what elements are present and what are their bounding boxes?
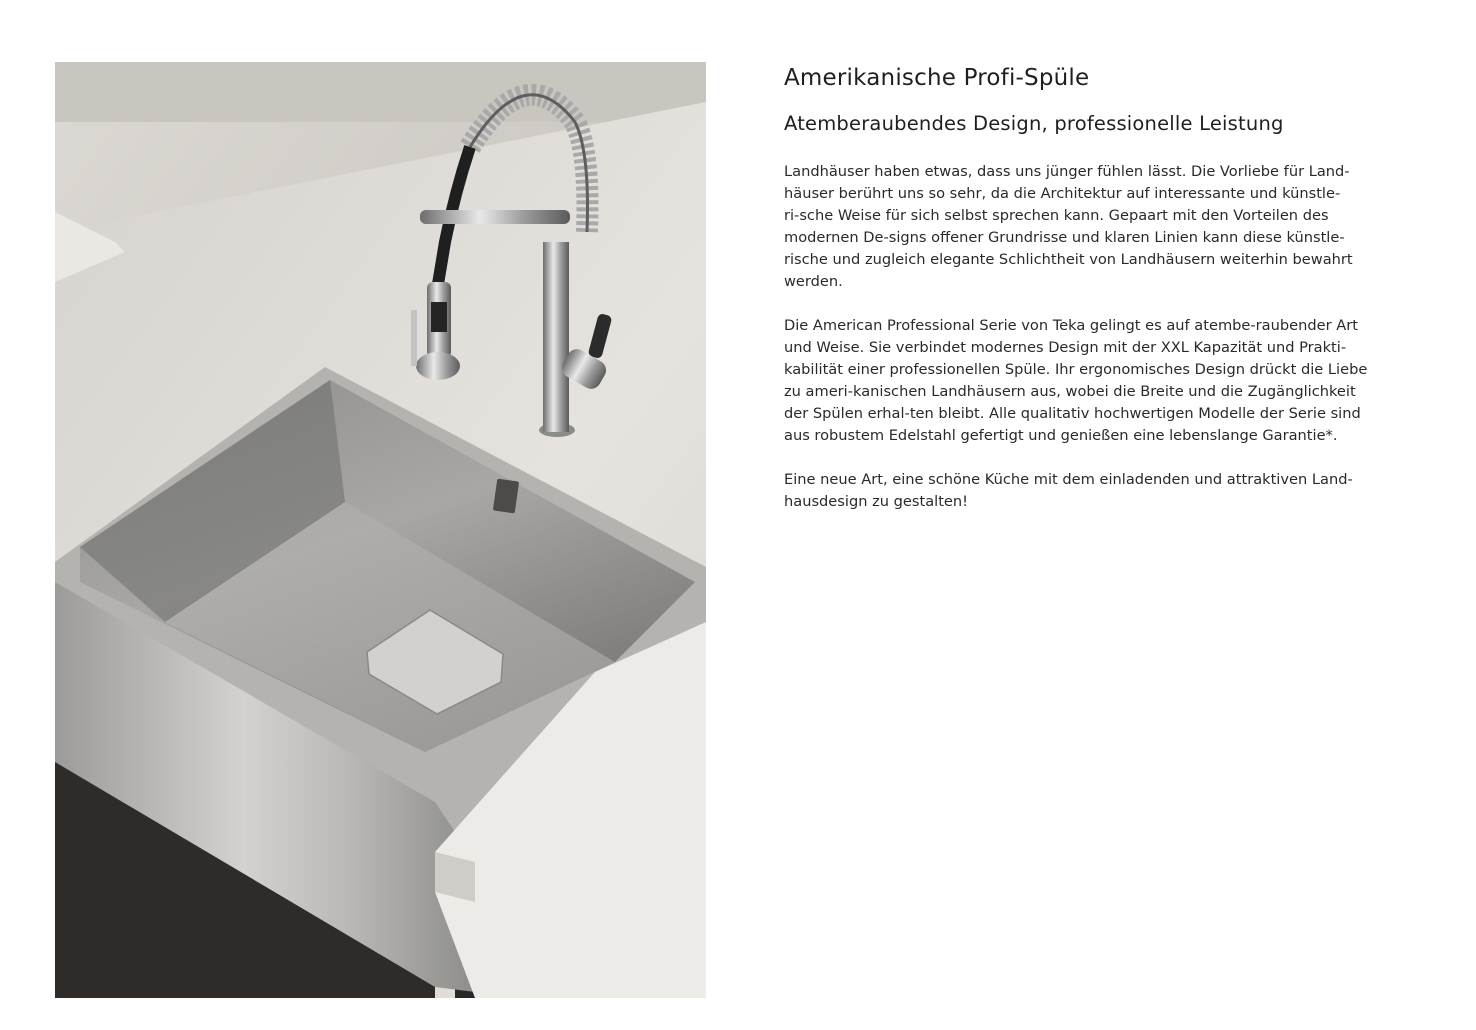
text-line: und Weise. Sie verbindet modernes Design mit der XXL Kapazität und Prakti-: [784, 339, 1347, 356]
text-line: Landhäuser haben etwas, dass uns jünger fühlen lässt. Die Vorliebe für Land-: [784, 163, 1350, 180]
text-line: kabilität einer professionellen Spüle. Ihr ergonomisches Design drückt die Liebe: [784, 361, 1368, 378]
paragraph-series: [784, 315, 1448, 447]
text-line: häuser berührt uns so sehr, da die Architektur auf interessante und künstle-: [784, 185, 1341, 202]
text-line: zu ameri-kanischen Landhäusern aus, wobei die Breite und die Zugänglichkeit: [784, 383, 1356, 400]
text-line: Die American Professional Serie von Teka gelingt es auf atembe-raubender Art: [784, 317, 1358, 334]
text-line: werden.: [784, 273, 843, 290]
text-line: Eine neue Art, eine schöne Küche mit dem einladenden und attraktiven Land-: [784, 471, 1353, 488]
paragraph-closing: [784, 469, 1448, 513]
page-title: Amerikanische Profi-Spüle: [784, 65, 1090, 91]
text-line: modernen De-signs offener Grundrisse und klaren Linien kann diese künstle-: [784, 229, 1345, 246]
page-subtitle: Atemberaubendes Design, professionelle Leistung: [784, 112, 1284, 135]
text-line: der Spülen erhal-ten bleibt. Alle qualitativ hochwertigen Modelle der Serie sind: [784, 405, 1361, 422]
product-photo: [55, 62, 706, 998]
text-line: hausdesign zu gestalten!: [784, 493, 969, 510]
text-line: ri-sche Weise für sich selbst sprechen kann. Gepaart mit den Vorteilen des: [784, 207, 1329, 224]
paragraph-intro: [784, 161, 1448, 293]
text-line: rische und zugleich elegante Schlichtheit von Landhäusern weiterhin bewahrt: [784, 251, 1353, 268]
text-column: [784, 62, 1448, 513]
text-line: aus robustem Edelstahl gefertigt und genießen eine lebenslange Garantie*.: [784, 427, 1338, 444]
